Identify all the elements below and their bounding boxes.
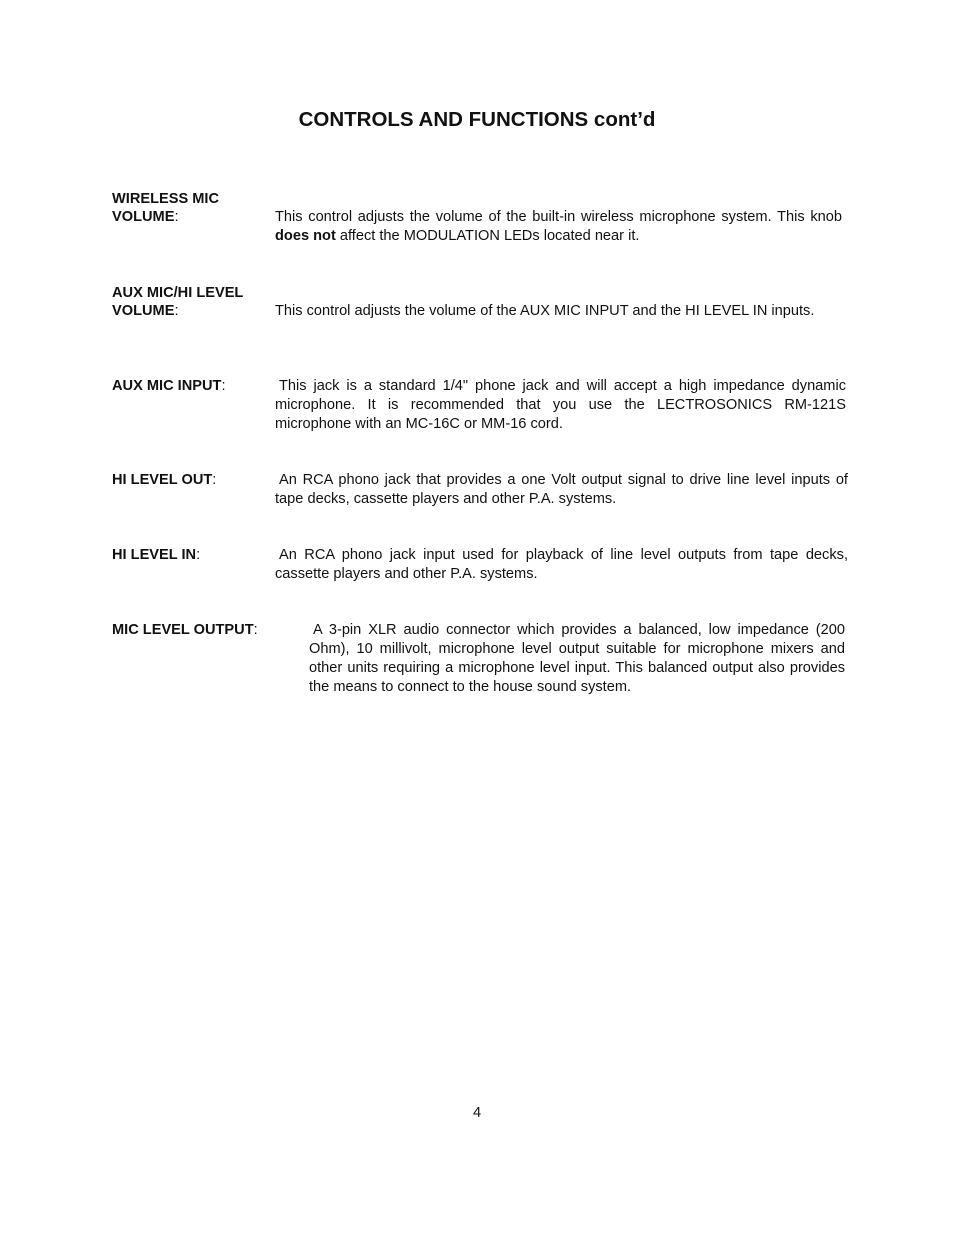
entry-description [275, 377, 846, 434]
desc-text: An RCA phono jack input used for playback of line level outputs from tape decks, cassette players and other P.A. systems. [275, 547, 848, 582]
desc-text: affect the MODULATION LEDs located near it. [335, 228, 640, 244]
entry-hi-level-out [112, 471, 847, 511]
desc-text: This control adjusts the volume of the built-in wireless microphone system. This knob [275, 209, 842, 225]
desc-text: This jack is a standard 1/4" phone jack and will accept a high impedance dynamic microphone. It is recommended that you use the LECTROSONICS RM-121S microphone with an MC-16C or MM-16 cord. [275, 378, 846, 432]
entry-term [112, 190, 219, 209]
entry-aux-mic-hi-level-volume [112, 284, 847, 344]
entry-term [112, 471, 216, 490]
desc-text: A 3-pin XLR audio connector which provides a balanced, low impedance (200 Ohm), 10 millivolt, microphone level output suitable for microphone mixers and other units requiring a microphone level input. This balanced output also provides the means to connect to the house sound system. [309, 622, 845, 695]
term-colon: : [174, 209, 179, 225]
term-line-1: AUX MIC/HI LEVEL [112, 285, 244, 301]
entry-aux-mic-input [112, 377, 847, 437]
desc-text: An RCA phono jack that provides a one Volt output signal to drive line level inputs of tape decks, cassette players and other P.A. systems. [275, 472, 848, 507]
entry-term [112, 208, 179, 227]
term-colon: : [253, 622, 258, 638]
desc-emphasis: does not [275, 228, 336, 244]
entry-term [112, 621, 258, 640]
term-line-2: VOLUME [112, 209, 175, 225]
term-colon: : [174, 303, 179, 319]
entry-mic-level-output [112, 621, 847, 701]
term-label: HI LEVEL IN [112, 547, 197, 563]
entry-term [112, 546, 200, 565]
term-line-1: WIRELESS MIC [112, 191, 220, 207]
term-label: MIC LEVEL OUTPUT [112, 622, 254, 638]
term-colon: : [196, 547, 201, 563]
entry-description [275, 208, 842, 246]
entry-term [112, 377, 226, 396]
entry-hi-level-in [112, 546, 847, 586]
term-colon: : [221, 378, 226, 394]
entry-term [112, 302, 179, 321]
entry-term [112, 284, 243, 303]
entry-description [309, 621, 845, 697]
page-title: CONTROLS AND FUNCTIONS cont’d [298, 108, 656, 131]
page-number: 4 [472, 1105, 482, 1121]
entry-description: This control adjusts the volume of the AUX MIC INPUT and the HI LEVEL IN inputs. [275, 303, 815, 319]
entry-description [275, 546, 848, 584]
term-line-2: VOLUME [112, 303, 175, 319]
term-colon: : [212, 472, 217, 488]
term-label: AUX MIC INPUT [112, 378, 222, 394]
entry-description [275, 471, 848, 509]
term-label: HI LEVEL OUT [112, 472, 213, 488]
entry-wireless-mic-volume [112, 190, 847, 250]
